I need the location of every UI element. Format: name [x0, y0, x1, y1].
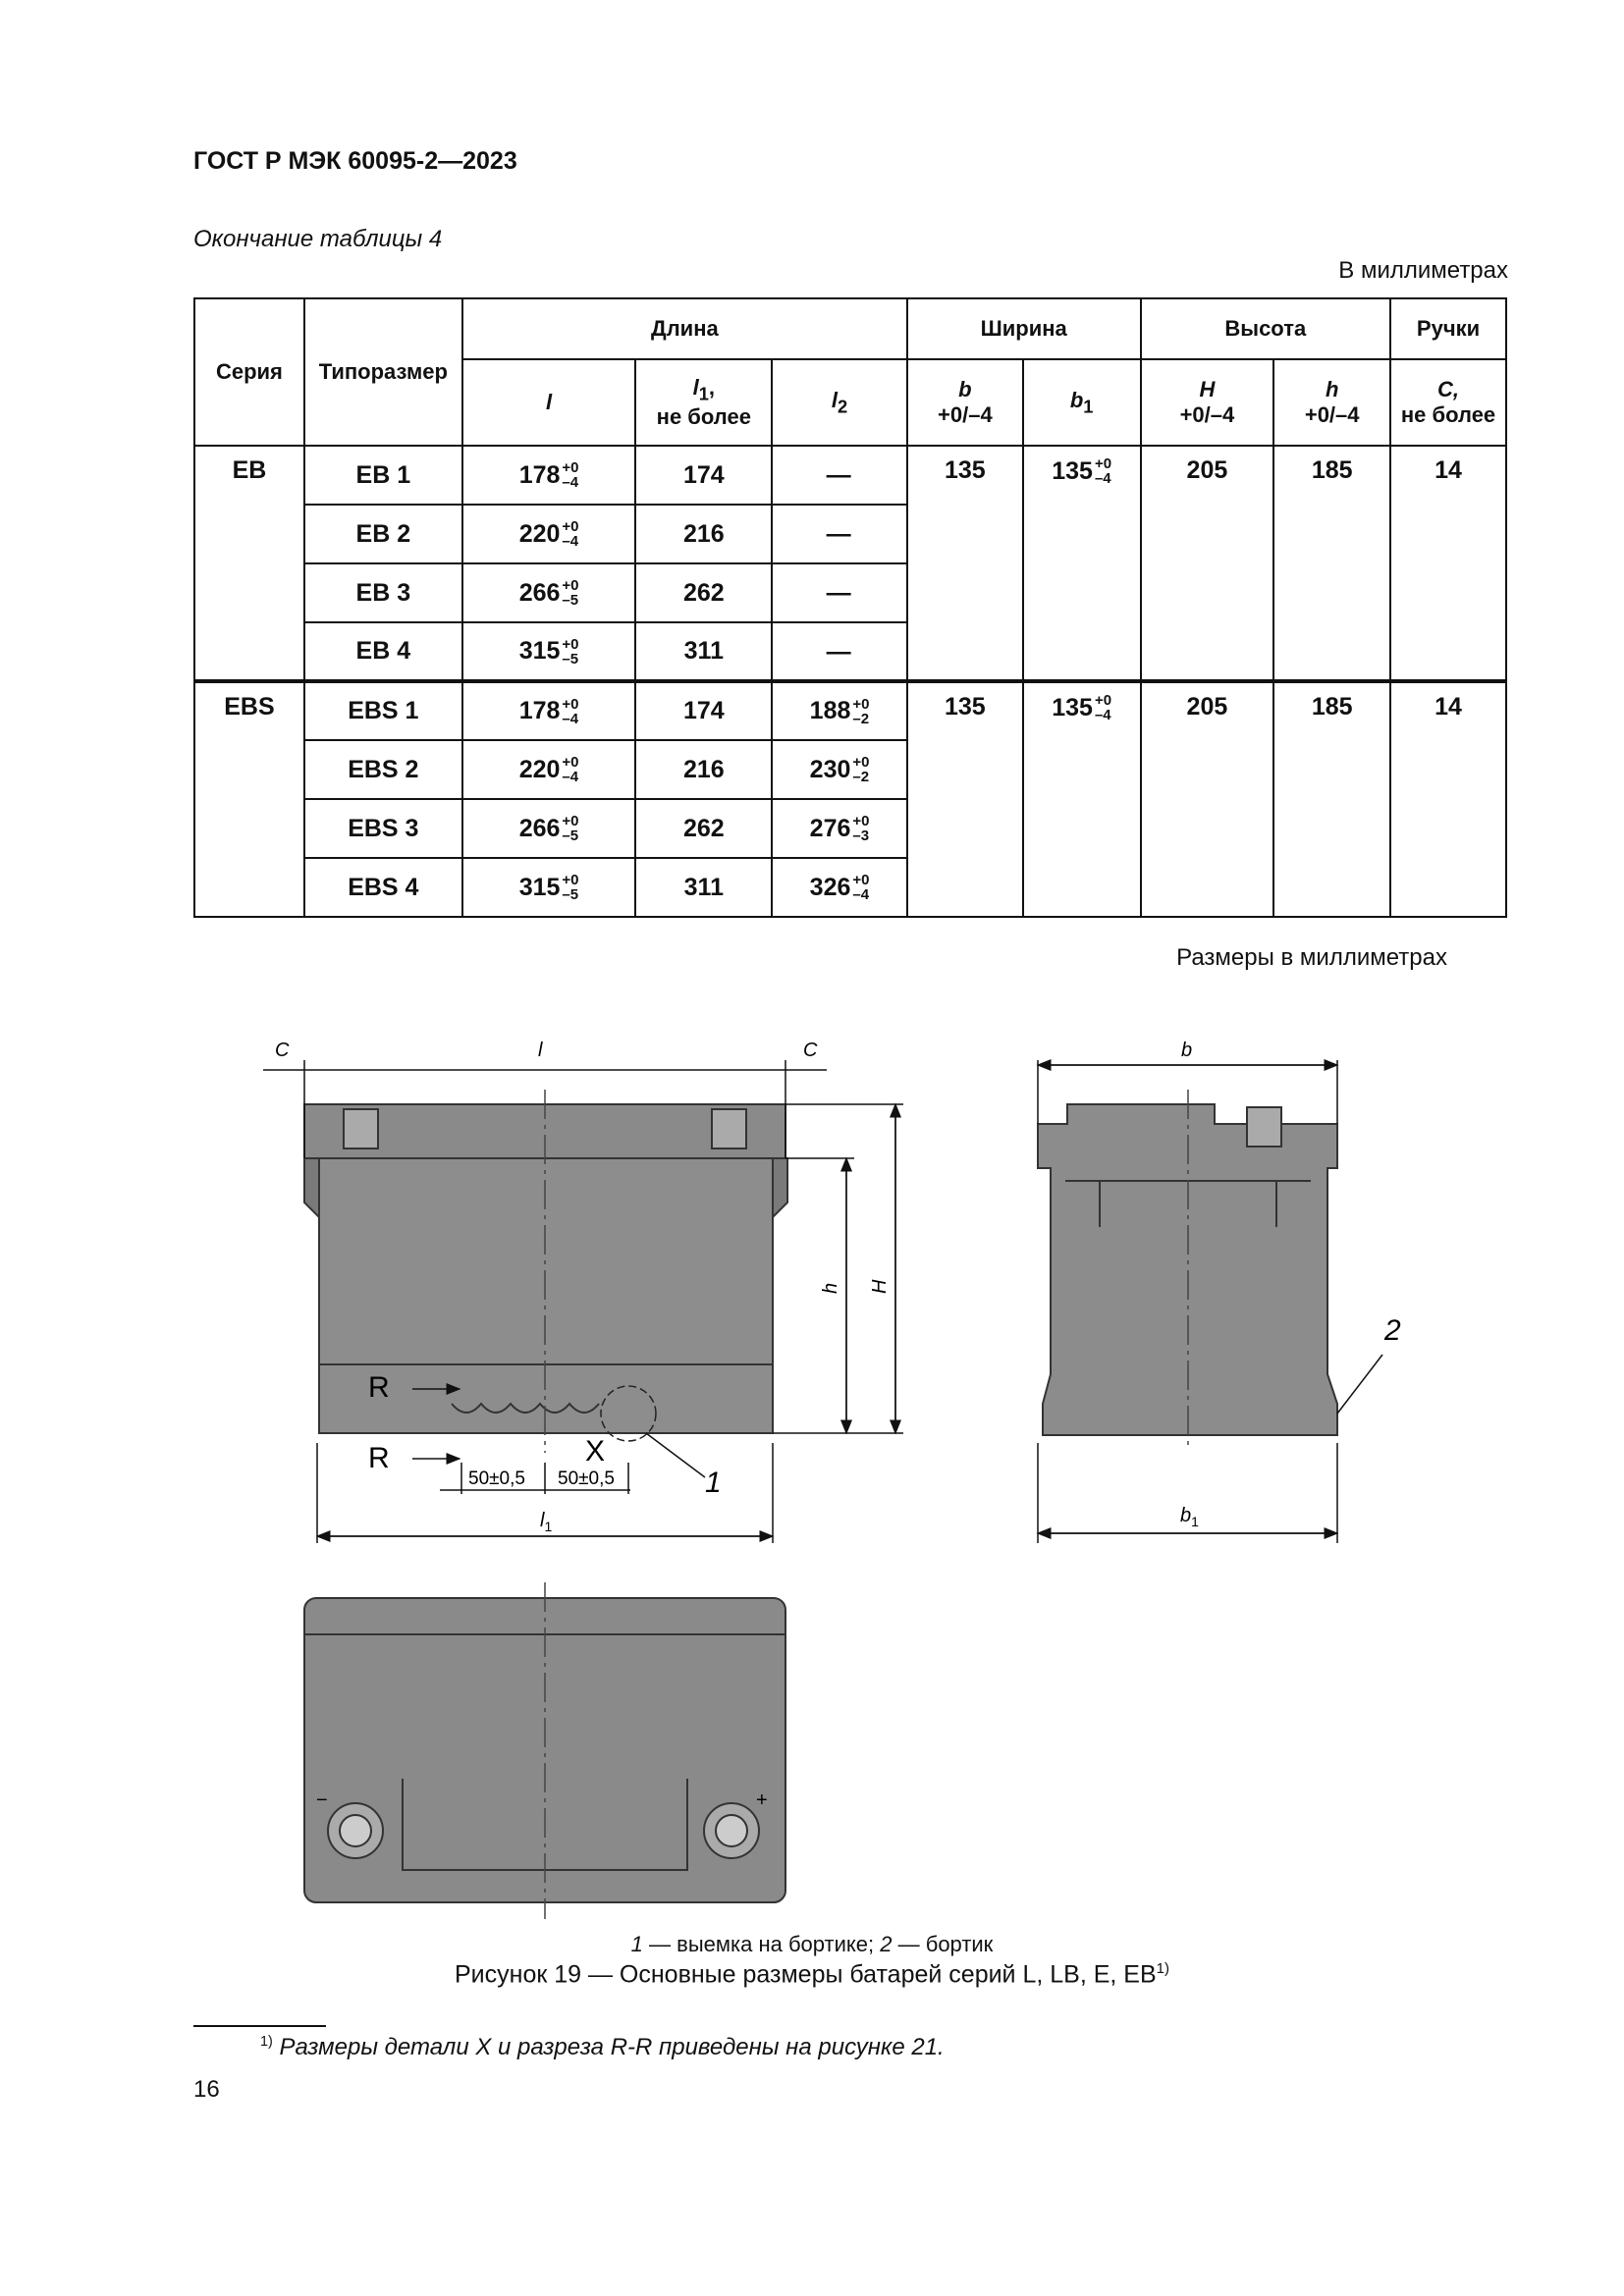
- cell-l: 266 +0 –5: [462, 563, 636, 622]
- dim-c-right: C: [803, 1040, 818, 1061]
- cell-l2: 188 +0 –2: [772, 681, 907, 740]
- standard-title: ГОСТ Р МЭК 60095-2—2023: [193, 147, 517, 175]
- cell-size: EB 2: [304, 505, 462, 563]
- cell-size: EBS 4: [304, 858, 462, 917]
- cell-series: EBS: [194, 681, 304, 917]
- cell-l1: 262: [635, 563, 772, 622]
- cell-l1: 311: [635, 858, 772, 917]
- cell-l: 315 +0 –5: [462, 858, 636, 917]
- header-handles: Ручки: [1390, 298, 1506, 359]
- dim-l: l: [538, 1040, 543, 1061]
- dim-b1: $b_1$: [1180, 1505, 1199, 1529]
- cell-l: 220 +0 –4: [462, 740, 636, 799]
- cell-b1: 135 +0 –4: [1023, 681, 1141, 917]
- figure-legend: 1 — выемка на бортике; 2 — бортик: [630, 1932, 994, 1956]
- section-r-lower: R: [368, 1442, 390, 1474]
- cell-l2: 276 +0 –3: [772, 799, 907, 858]
- dim-50-a: 50±0,5: [468, 1468, 525, 1489]
- dim-c-left: C: [275, 1040, 290, 1061]
- cell-l2: —: [772, 563, 907, 622]
- dim-50-b: 50±0,5: [558, 1468, 615, 1489]
- figure-units: Размеры в миллиметрах: [1176, 944, 1447, 971]
- cell-b: 135: [907, 446, 1023, 681]
- cell-h: 185: [1273, 446, 1390, 681]
- cell-l2: 326 +0 –4: [772, 858, 907, 917]
- cell-size: EB 4: [304, 622, 462, 681]
- cell-l: 266 +0 –5: [462, 799, 636, 858]
- cell-l1: 174: [635, 446, 772, 505]
- cell-l: 315 +0 –5: [462, 622, 636, 681]
- battery-dimension-drawing: [0, 982, 1624, 1924]
- subheader-C: C, не более: [1390, 359, 1506, 446]
- callout-2: 2: [1384, 1314, 1401, 1347]
- section-r-upper: R: [368, 1371, 390, 1404]
- cell-l1: 262: [635, 799, 772, 858]
- cell-C: 14: [1390, 681, 1506, 917]
- header-length: Длина: [462, 298, 907, 359]
- cell-size: EB 1: [304, 446, 462, 505]
- header-series: Серия: [194, 298, 304, 446]
- cell-l1: 216: [635, 505, 772, 563]
- footnote: $^{1)}$ Размеры детали X и разреза R-R приведены на рисунке 21.: [260, 2034, 945, 2060]
- table-continuation: Окончание таблицы 4: [193, 226, 443, 252]
- detail-x-label: X: [585, 1435, 606, 1468]
- subheader-h: h +0/–4: [1273, 359, 1390, 446]
- header-width: Ширина: [907, 298, 1141, 359]
- subheader-l2: $l_2$: [772, 359, 907, 446]
- table-row: [194, 681, 1506, 740]
- cell-b1: 135 +0 –4: [1023, 446, 1141, 681]
- cell-H: 205: [1141, 681, 1274, 917]
- cell-size: EBS 2: [304, 740, 462, 799]
- dim-l1: $l_1$: [540, 1510, 553, 1534]
- cell-l: 178 +0 –4: [462, 681, 636, 740]
- plus-terminal-mark: +: [756, 1789, 768, 1811]
- cell-l2: —: [772, 622, 907, 681]
- cell-H: 205: [1141, 446, 1274, 681]
- cell-series: EB: [194, 446, 304, 681]
- header-size: Типоразмер: [304, 298, 462, 446]
- cell-l2: —: [772, 505, 907, 563]
- header-height: Высота: [1141, 298, 1391, 359]
- cell-h: 185: [1273, 681, 1390, 917]
- table-row: [194, 446, 1506, 505]
- callout-1: 1: [705, 1467, 722, 1499]
- dim-b: b: [1181, 1040, 1193, 1061]
- minus-terminal-mark: −: [316, 1789, 328, 1811]
- subheader-l1: $l_1$, не более: [635, 359, 772, 446]
- cell-b: 135: [907, 681, 1023, 917]
- dim-H: H: [869, 1279, 891, 1294]
- dimensions-table: [193, 297, 1507, 918]
- subheader-b: b +0/–4: [907, 359, 1023, 446]
- subheader-H: H +0/–4: [1141, 359, 1274, 446]
- page-number: 16: [193, 2076, 220, 2103]
- dim-h: h: [820, 1282, 841, 1294]
- cell-C: 14: [1390, 446, 1506, 681]
- subheader-b1: $b_1$: [1023, 359, 1141, 446]
- cell-size: EB 3: [304, 563, 462, 622]
- cell-l1: 216: [635, 740, 772, 799]
- footnote-rule: [193, 2025, 326, 2027]
- figure-caption: Рисунок 19 — Основные размеры батарей серий L, LB, E, EB$^{1)}$: [455, 1960, 1169, 1989]
- cell-l: 178 +0 –4: [462, 446, 636, 505]
- cell-l2: —: [772, 446, 907, 505]
- table-units: В миллиметрах: [1338, 257, 1508, 284]
- cell-l1: 174: [635, 681, 772, 740]
- subheader-l: l: [462, 359, 636, 446]
- cell-size: EBS 1: [304, 681, 462, 740]
- cell-l: 220 +0 –4: [462, 505, 636, 563]
- cell-l1: 311: [635, 622, 772, 681]
- cell-l2: 230 +0 –2: [772, 740, 907, 799]
- cell-size: EBS 3: [304, 799, 462, 858]
